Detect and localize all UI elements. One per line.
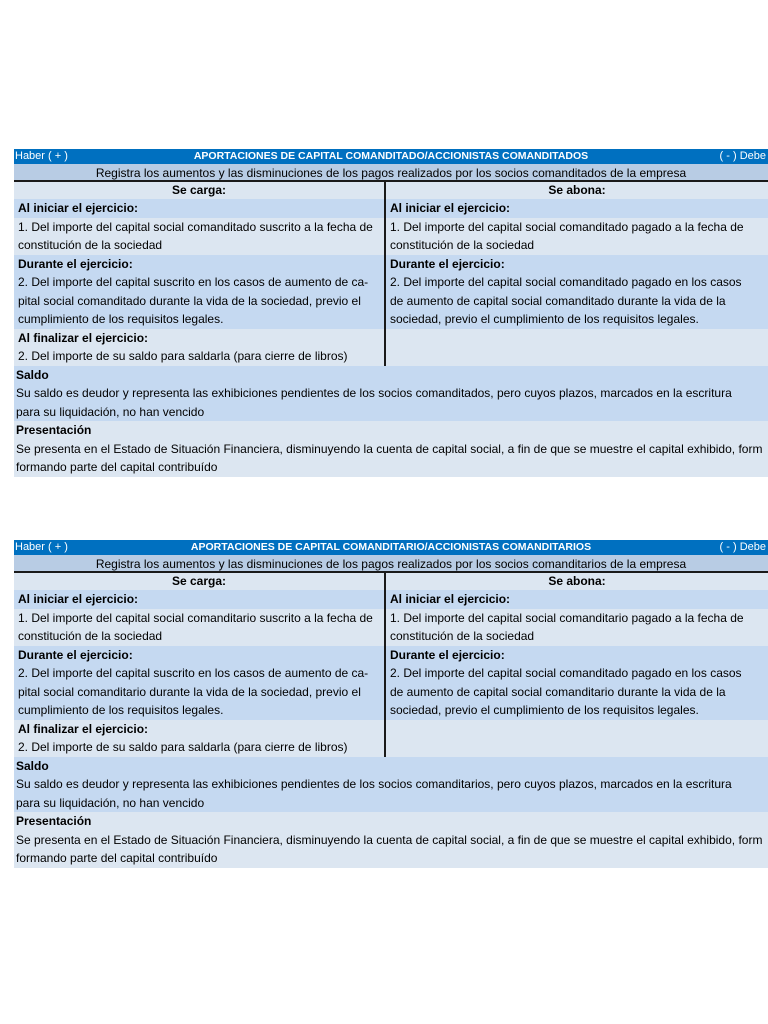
account-card-comanditado (14, 149, 768, 477)
haber-label: Haber ( + ) (15, 541, 68, 553)
card-title: APORTACIONES DE CAPITAL COMANDITARIO/ACCIONISTAS COMANDITARIOS (190, 541, 592, 553)
card-header (14, 540, 768, 555)
se-carga-column (14, 573, 384, 757)
entry-text: 2. Del importe del capital suscrito en los casos de aumento de ca- (14, 664, 384, 683)
entry-text: 1. Del importe del capital social comanditario pagado a la fecha de (386, 609, 768, 628)
section-heading: Durante el ejercicio: (386, 255, 768, 274)
debe-label: ( - ) Debe (719, 541, 766, 553)
account-card-comanditario (14, 540, 768, 868)
section-heading: Al finalizar el ejercicio: (14, 329, 384, 348)
saldo-text: Su saldo es deudor y representa las exhibiciones pendientes de los socios comanditarios, pero cuyos plazos, marcados en la escritura (14, 775, 768, 794)
se-carga-header: Se carga: (14, 573, 384, 590)
saldo-text: para su liquidación, no han vencido (14, 403, 768, 422)
saldo-heading: Saldo (14, 366, 768, 385)
saldo-text: Su saldo es deudor y representa las exhibiciones pendientes de los socios comanditados, pero cuyos plazos, marcados en la escritura (14, 384, 768, 403)
presentacion-heading: Presentación (14, 812, 768, 831)
entry-text: constitución de la sociedad (386, 236, 768, 255)
entry-text: pital social comanditado durante la vida de la sociedad, previo el (14, 292, 384, 311)
entry-text: sociedad, previo el cumplimiento de los requisitos legales. (386, 701, 768, 720)
entry-text: 2. Del importe del capital suscrito en los casos de aumento de ca- (14, 273, 384, 292)
debe-label: ( - ) Debe (719, 150, 766, 162)
empty-cell (386, 329, 768, 366)
entry-text: constitución de la sociedad (14, 236, 384, 255)
haber-label: Haber ( + ) (15, 150, 68, 162)
saldo-section (14, 366, 768, 422)
entry-text: constitución de la sociedad (14, 627, 384, 646)
section-heading: Al iniciar el ejercicio: (386, 590, 768, 609)
empty-cell (386, 720, 768, 757)
section-heading: Durante el ejercicio: (386, 646, 768, 665)
card-title: APORTACIONES DE CAPITAL COMANDITADO/ACCIONISTAS COMANDITADOS (193, 150, 589, 162)
entry-text: 1. Del importe del capital social comanditado pagado a la fecha de (386, 218, 768, 237)
presentacion-heading: Presentación (14, 421, 768, 440)
entry-text: pital social comanditario durante la vida de la sociedad, previo el (14, 683, 384, 702)
section-heading: Al iniciar el ejercicio: (14, 199, 384, 218)
charge-credit-columns (14, 182, 768, 366)
entry-text: 2. Del importe del capital social comanditado pagado en los casos (386, 664, 768, 683)
section-heading: Durante el ejercicio: (14, 646, 384, 665)
se-carga-header: Se carga: (14, 182, 384, 199)
card-header (14, 149, 768, 164)
section-heading: Durante el ejercicio: (14, 255, 384, 274)
entry-text: cumplimiento de los requisitos legales. (14, 701, 384, 720)
se-abona-column (384, 182, 768, 366)
card-subtitle: Registra los aumentos y las disminuciones de los pagos realizados por los socios comanditados de la empresa (14, 164, 768, 182)
presentacion-section (14, 421, 768, 477)
presentacion-text: Se presenta en el Estado de Situación Financiera, disminuyendo la cuenta de capital social, a fin de que se muestre el capital exhibido, form (14, 831, 768, 850)
section-heading: Al finalizar el ejercicio: (14, 720, 384, 739)
entry-text: 1. Del importe del capital social comanditario suscrito a la fecha de (14, 609, 384, 628)
se-carga-column (14, 182, 384, 366)
section-heading: Al iniciar el ejercicio: (14, 590, 384, 609)
entry-text: cumplimiento de los requisitos legales. (14, 310, 384, 329)
card-subtitle: Registra los aumentos y las disminuciones de los pagos realizados por los socios comanditarios de la empresa (14, 555, 768, 573)
saldo-section (14, 757, 768, 813)
se-abona-header: Se abona: (386, 182, 768, 199)
presentacion-section (14, 812, 768, 868)
charge-credit-columns (14, 573, 768, 757)
saldo-text: para su liquidación, no han vencido (14, 794, 768, 813)
entry-text: 1. Del importe del capital social comanditado suscrito a la fecha de (14, 218, 384, 237)
entry-text: 2. Del importe de su saldo para saldarla (para cierre de libros) (14, 347, 384, 366)
entry-text: sociedad, previo el cumplimiento de los requisitos legales. (386, 310, 768, 329)
entry-text: 2. Del importe de su saldo para saldarla (para cierre de libros) (14, 738, 384, 757)
presentacion-text: Se presenta en el Estado de Situación Financiera, disminuyendo la cuenta de capital social, a fin de que se muestre el capital exhibido, form (14, 440, 768, 459)
presentacion-text: formando parte del capital contribuído (14, 849, 768, 868)
entry-text: de aumento de capital social comanditario durante la vida de la (386, 683, 768, 702)
section-heading: Al iniciar el ejercicio: (386, 199, 768, 218)
entry-text: 2. Del importe del capital social comanditado pagado en los casos (386, 273, 768, 292)
se-abona-header: Se abona: (386, 573, 768, 590)
saldo-heading: Saldo (14, 757, 768, 776)
entry-text: constitución de la sociedad (386, 627, 768, 646)
entry-text: de aumento de capital social comanditado durante la vida de la (386, 292, 768, 311)
se-abona-column (384, 573, 768, 757)
presentacion-text: formando parte del capital contribuído (14, 458, 768, 477)
